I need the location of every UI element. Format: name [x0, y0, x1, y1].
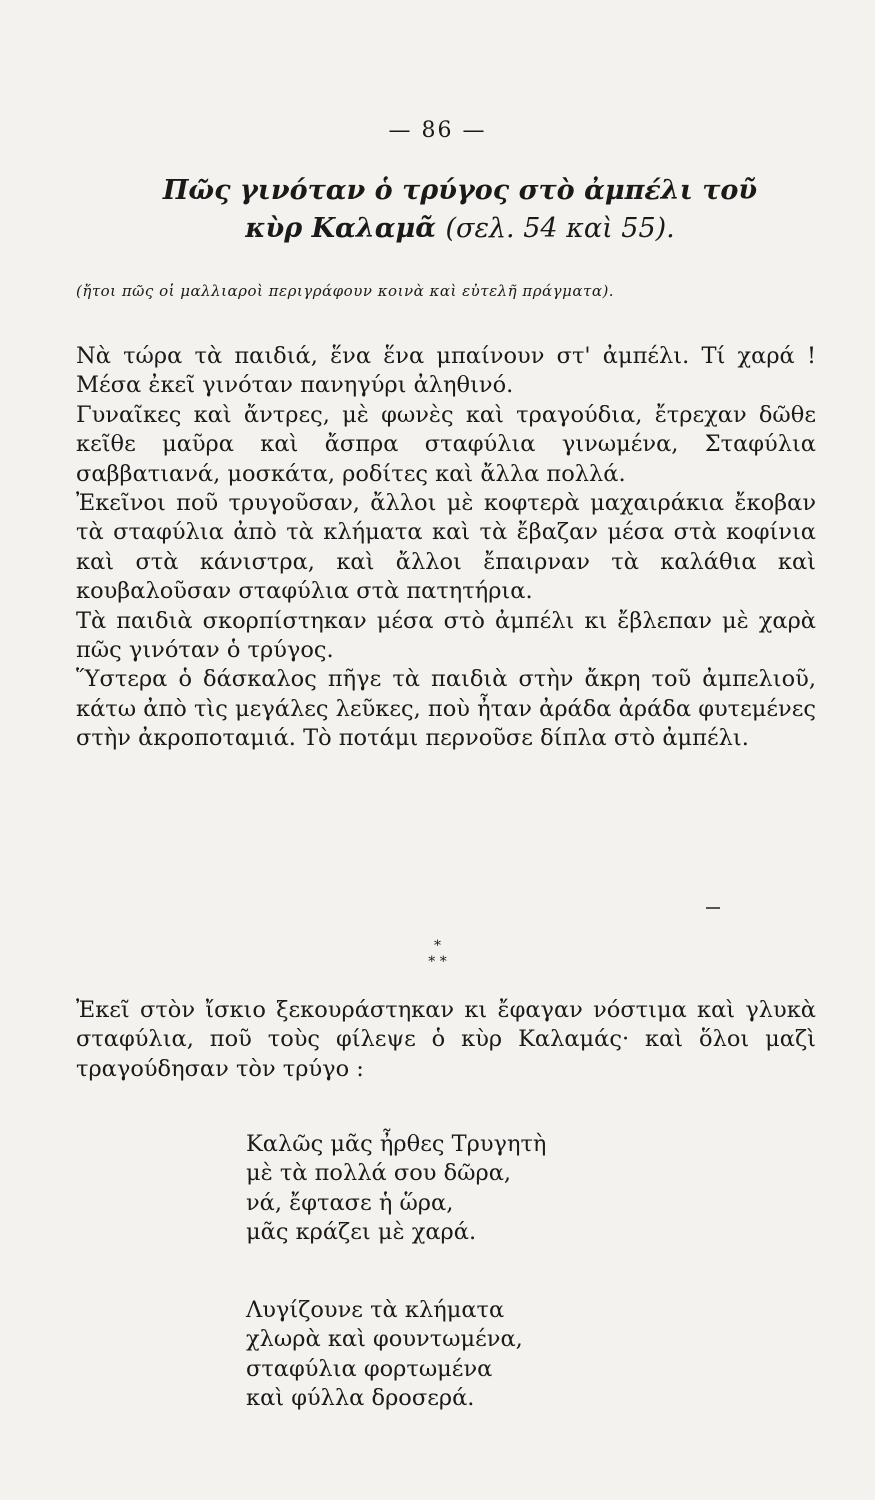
- asterism-bottom: * *: [428, 954, 447, 970]
- title-page-reference: (σελ. 54 καὶ 55).: [445, 213, 675, 244]
- paragraph: Ἐκεῖ στὸν ἴσκιο ξεκουράστηκαν κι ἔφαγαν νόστιμα καὶ γλυκὰ σταφύλια, ποῦ τοὺς φίλεψε ὁ κὺρ Καλαμάς· καὶ ὅλοι μαζὶ τραγούδησαν τὸν τρύγο :: [76, 997, 816, 1082]
- paragraph: Ἐκεῖνοι ποῦ τρυγοῦσαν, ἄλλοι μὲ κοφτερὰ μαχαιράκια ἔκοβαν τὰ σταφύλια ἀπὸ τὰ κλήματα καὶ τὰ ἔβαζαν μέσα στὰ κοφίνια καὶ στὰ κάνιστρα, καὶ ἄλλοι ἔπαιρναν τὰ καλάθια καὶ κουβαλοῦσαν σταφύλια στὰ πατητήρια.: [76, 490, 816, 605]
- asterism-top: *: [434, 938, 441, 954]
- poem-line: νά, ἔφτασε ἡ ὥρα,: [246, 1189, 454, 1216]
- body-text-after-break: [76, 996, 816, 1084]
- poem-stanza-2: [246, 1296, 766, 1414]
- paragraph: Νὰ τώρα τὰ παιδιά, ἕνα ἕνα μπαίνουν στ' ἀμπέλι. Τί χαρά ! Μέσα ἐκεῖ γινόταν πανηγύρι ἀληθινό.: [76, 343, 816, 399]
- paragraph: Ὕστερα ὁ δάσκαλος πῆγε τὰ παιδιὰ στὴν ἄκρη τοῦ ἀμπελιοῦ, κάτω ἀπὸ τὶς μεγάλες λεῦκες, ποὺ ἦταν ἀράδα ἀράδα φυτεμένες στὴν ἀκροποταμιά. Τὸ ποτάμι περνοῦσε δίπλα στὸ ἀμπέλι.: [76, 666, 816, 752]
- poem-line: Λυγίζουνε τὰ κλήματα: [246, 1297, 505, 1323]
- section-break-asterism: [0, 938, 875, 970]
- poem-line: μᾶς κράζει μὲ χαρά.: [246, 1219, 477, 1246]
- poem-line: Καλῶς μᾶς ἦρθες Τρυγητὴ: [246, 1131, 547, 1157]
- poem-line: μὲ τὰ πολλά σου δῶρα,: [246, 1160, 512, 1187]
- title-line-1: Πῶς γινόταν ὁ τρύγος στὸ ἀμπέλι τοῦ: [162, 175, 758, 206]
- chapter-title: [110, 172, 810, 248]
- poem-line: καὶ φύλλα δροσερά.: [246, 1385, 475, 1412]
- body-text: [76, 342, 816, 754]
- page-number: — 86 —: [388, 118, 487, 143]
- poem-stanza-1: [246, 1130, 766, 1248]
- paragraph: Τὰ παιδιὰ σκορπίστηκαν μέσα στὸ ἀμπέλι κι ἔβλεπαν μὲ χαρὰ πῶς γινόταν ὁ τρύγος.: [76, 607, 816, 664]
- chapter-subtitle: (ἤτοι πῶς οἱ μαλλιαροὶ περιγράφουν κοινὰ καὶ εὐτελῆ πράγματα).: [76, 282, 615, 300]
- paragraph: Γυναῖκες καὶ ἄντρες, μὲ φωνὲς καὶ τραγούδια, ἔτρεχαν δῶθε κεῖθε μαῦρα καὶ ἄσπρα σταφύλια γινωμένα, Σταφύλια σαββατιανά, μοσκάτα, ροδίτες καὶ ἄλλα πολλά.: [76, 401, 816, 487]
- poem-line: χλωρὰ καὶ φουντωμένα,: [246, 1326, 523, 1353]
- stray-mark: [706, 907, 720, 909]
- poem-line: σταφύλια φορτωμένα: [246, 1355, 493, 1382]
- title-name: κὺρ Καλαμᾶ: [245, 213, 437, 244]
- title-line-2: [110, 210, 810, 248]
